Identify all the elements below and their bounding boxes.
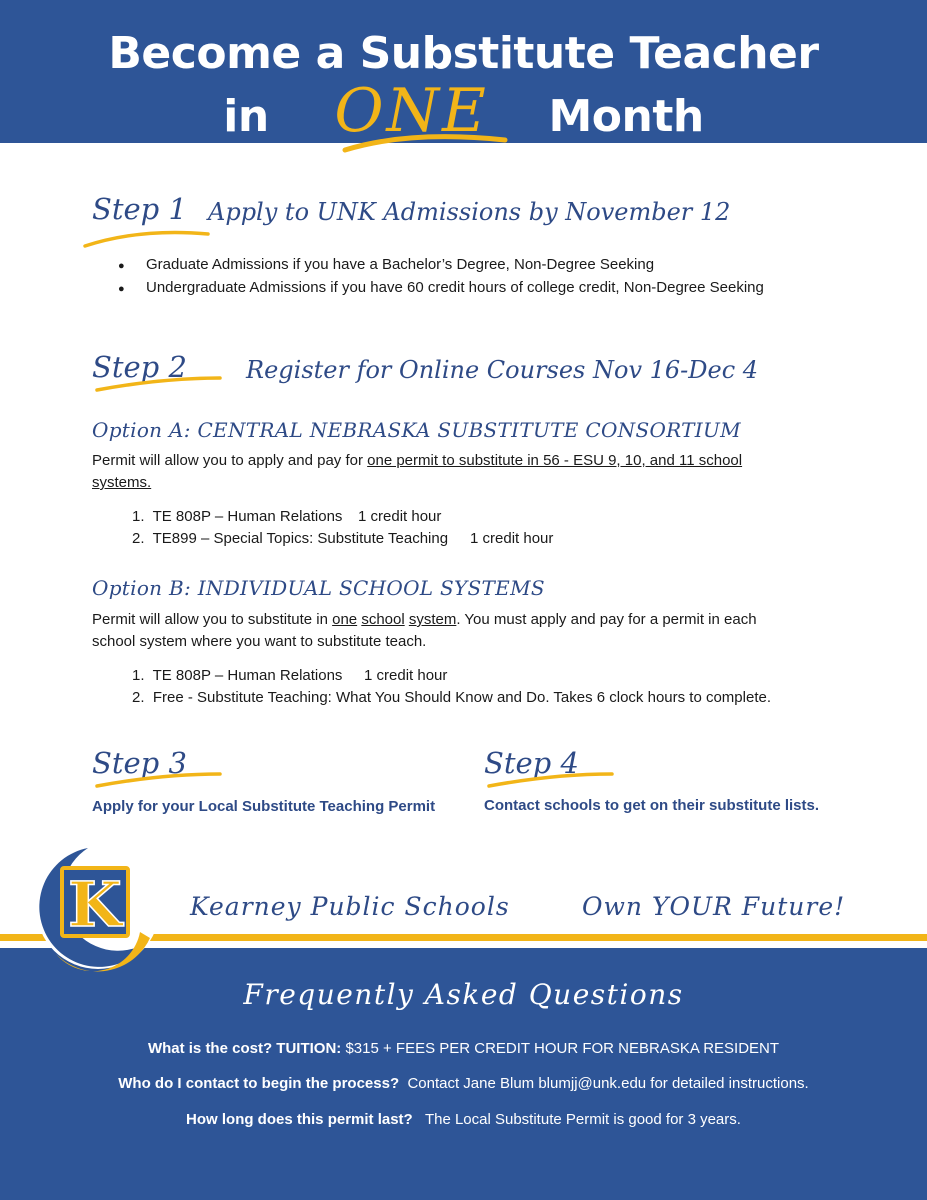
step1-title: Apply to UNK Admissions by November 12 (208, 198, 731, 226)
list-item (118, 256, 125, 273)
course-name: TE899 – Special Topics: Substitute Teaching (152, 530, 449, 547)
option-a-desc-underlined: one permit to substitute in 56 - ESU 9, 10, and 11 school (367, 452, 743, 469)
title-one: ONE (334, 76, 489, 146)
faq-answer: $315 + FEES PER CREDIT HOUR FOR NEBRASKA RESIDENT (341, 1040, 780, 1057)
kps-logo-icon (28, 842, 168, 972)
logo-letter: K (68, 868, 122, 941)
title-line-1: Become a Substitute Teacher (108, 28, 819, 79)
step1-label: Step 1 (92, 192, 187, 226)
page-title (0, 28, 927, 79)
option-b-title: Option B: INDIVIDUAL SCHOOL SYSTEMS (92, 576, 545, 600)
option-b-course-2 (132, 689, 771, 706)
option-b-desc-rest: . You must apply and pay for a permit in each (456, 611, 757, 628)
step1-bullet-1: Graduate Admissions if you have a Bachelor’s Degree, Non-Degree Seeking (146, 256, 655, 273)
option-b-description (92, 611, 812, 628)
option-b-desc-system: system (408, 611, 457, 628)
step1-bullet-2: Undergraduate Admissions if you have 60 credit hours of college credit, Non-Degree Seeking (146, 279, 764, 296)
course-credit: 1 credit hour (470, 530, 554, 547)
step4-swoosh (484, 768, 619, 794)
faq-question: What is the cost? TUITION: (147, 1040, 342, 1057)
step3-text: Apply for your Local Substitute Teaching Permit (92, 798, 436, 815)
course-name: TE 808P – Human Relations (152, 667, 343, 684)
option-a-title: Option A: CENTRAL NEBRASKA SUBSTITUTE CONSORTIUM (92, 418, 741, 442)
step3-swoosh (92, 768, 227, 794)
faq-item (0, 1111, 927, 1128)
course-credit: 1 credit hour (364, 667, 448, 684)
option-a-course-1 (132, 508, 342, 525)
title-in: in (223, 91, 269, 142)
option-a-course-2 (132, 530, 448, 547)
bullet-icon: ● (118, 260, 125, 272)
option-a-description (92, 452, 812, 469)
step4-label: Step 4 (484, 746, 579, 780)
faq-title: Frequently Asked Questions (243, 978, 684, 1011)
step2-swoosh (92, 372, 227, 398)
course-number: 2. (132, 530, 145, 547)
course-number: 1. (132, 508, 145, 525)
step2-title: Register for Online Courses Nov 16-Dec 4 (246, 356, 759, 384)
course-name: Free - Substitute Teaching: What You Should Know and Do. Takes 6 clock hours to complete. (152, 689, 772, 706)
faq-question: Who do I contact to begin the process? (118, 1075, 400, 1092)
district-slogan: Own YOUR Future! (582, 892, 846, 921)
step1-swoosh (80, 222, 215, 252)
faq-answer: The Local Substitute Permit is good for 3 years. (412, 1111, 741, 1128)
step2-label: Step 2 (92, 350, 187, 384)
list-item (118, 279, 125, 296)
faq-item (0, 1075, 927, 1092)
option-b-desc-one: one (332, 611, 358, 628)
title-month: Month (548, 91, 704, 142)
course-credit: 1 credit hour (358, 508, 442, 525)
step3-label: Step 3 (92, 746, 187, 780)
option-a-desc-start: Permit will allow you to apply and pay for (92, 452, 368, 469)
option-a-desc-underlined-2: systems. (92, 474, 152, 491)
course-number: 2. (132, 689, 145, 706)
option-b-desc-start: Permit will allow you to substitute in (92, 611, 333, 628)
one-underline-swoosh (340, 128, 510, 158)
option-b-desc-school: school (361, 611, 405, 628)
bullet-icon: ● (118, 283, 125, 295)
faq-answer: Contact Jane Blum blumjj@unk.edu for detailed instructions. (399, 1075, 809, 1092)
faq-question: How long does this permit last? (186, 1111, 413, 1128)
district-name: Kearney Public Schools (190, 892, 510, 921)
step4-text: Contact schools to get on their substitute lists. (484, 797, 820, 814)
course-number: 1. (132, 667, 145, 684)
faq-item (0, 1040, 927, 1057)
course-name: TE 808P – Human Relations (152, 508, 343, 525)
option-b-course-1 (132, 667, 342, 684)
option-b-desc-line-2: school system where you want to substitute teach. (92, 633, 427, 650)
